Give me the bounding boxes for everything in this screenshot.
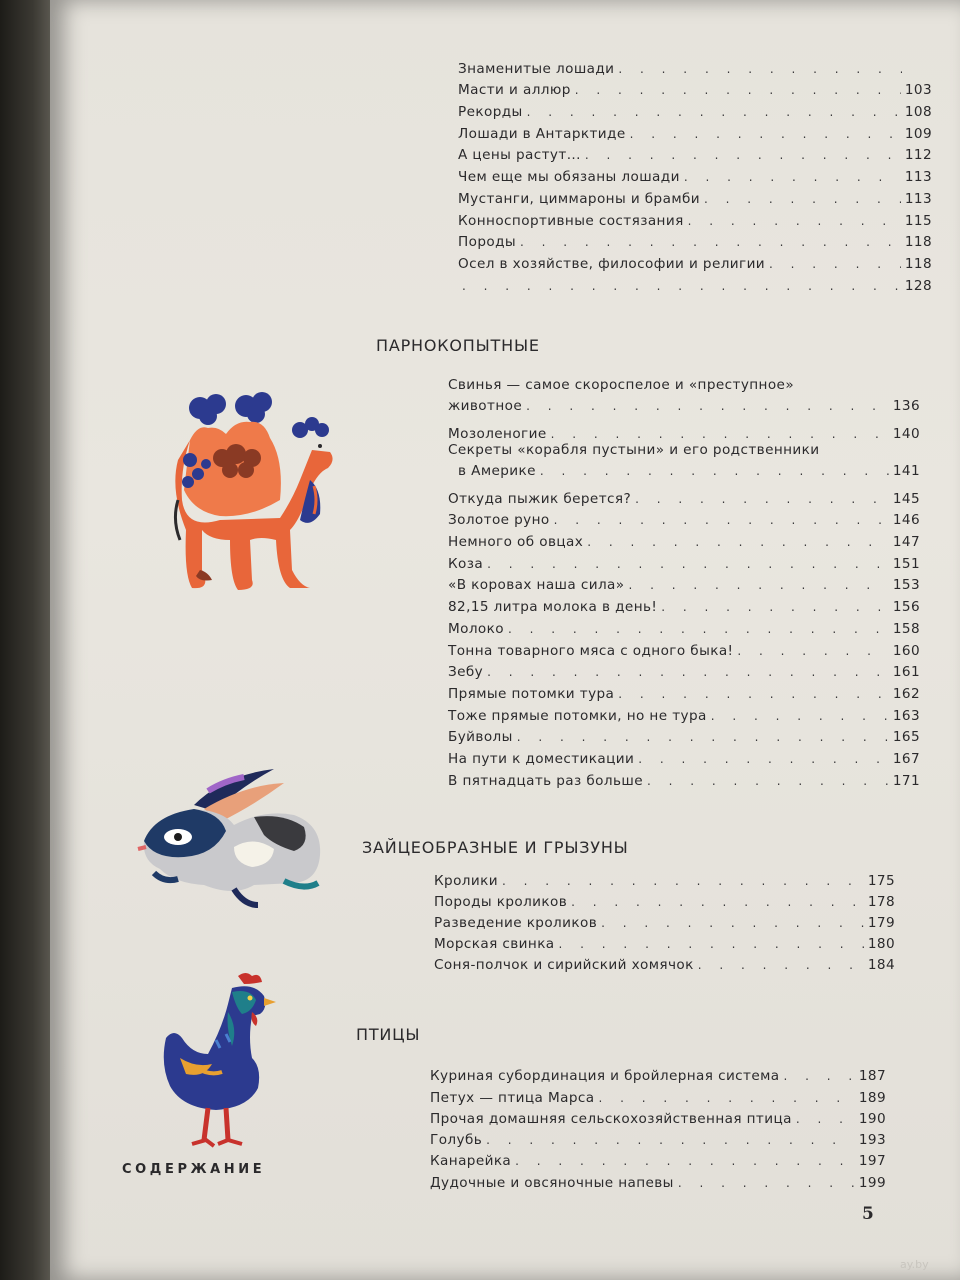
toc-entry — [458, 120, 932, 142]
dot-leader — [661, 602, 889, 612]
toc-entry-page: 136 — [892, 398, 920, 414]
dot-leader — [618, 689, 889, 699]
dot-leader — [647, 776, 889, 786]
toc-entry — [430, 1063, 886, 1084]
toc-entry-page: 160 — [892, 642, 920, 659]
toc-entry-page: 103 — [904, 82, 932, 99]
dot-leader — [704, 194, 901, 204]
toc-entry-title: Коза — [448, 555, 484, 572]
toc-entry-page: 158 — [892, 620, 920, 637]
toc-entry-title: А цены растут... — [458, 147, 581, 164]
dot-leader — [688, 216, 901, 226]
toc-entry-title: Тонна товарного мяса с одного быка! — [448, 642, 734, 659]
toc-entry-page: 162 — [892, 685, 920, 702]
rabbit-illustration — [134, 765, 329, 910]
dot-leader — [638, 754, 889, 764]
toc-entry — [458, 272, 932, 294]
dot-leader — [711, 711, 889, 721]
toc-entry-title: Молоко — [448, 620, 504, 637]
toc-horses-list — [458, 55, 932, 294]
toc-entry-title: Куриная субординация и бройлерная система — [430, 1068, 780, 1085]
toc-entry — [458, 185, 932, 207]
toc-entry — [448, 593, 920, 615]
dot-leader — [598, 1093, 854, 1103]
toc-entry — [448, 724, 920, 746]
toc-entry-page: 113 — [904, 169, 932, 186]
toc-entry-page: 197 — [858, 1153, 886, 1170]
toc-entry-page: 146 — [892, 512, 920, 529]
toc-entry-title: в Америке — [458, 463, 536, 479]
dot-leader — [698, 960, 864, 970]
dot-leader — [629, 580, 889, 590]
toc-entry-page: 184 — [867, 957, 895, 973]
section-heading-birds: ПТИЦЫ — [356, 1025, 421, 1044]
toc-entry-title: 82,15 литра молока в день! — [448, 599, 658, 616]
dot-leader — [630, 129, 901, 139]
toc-entry-page: 171 — [892, 772, 920, 789]
toc-entry-page: 145 — [892, 490, 920, 507]
toc-entry-title: Чем еще мы обязаны лошади — [458, 169, 680, 186]
toc-entry-title: «В коровах наша сила» — [448, 577, 625, 594]
toc-entry — [448, 702, 920, 724]
toc-entry — [448, 550, 920, 572]
toc-entry-title: Породы кроликов — [434, 894, 568, 910]
toc-entry — [448, 528, 920, 550]
toc-entry-page: 140 — [892, 426, 920, 442]
toc-entry — [448, 615, 920, 637]
toc-entry — [434, 889, 895, 910]
toc-entry — [434, 868, 895, 889]
toc-entry-page: 112 — [904, 147, 932, 164]
toc-entry-title: Мустанги, циммароны и брамби — [458, 190, 700, 207]
toc-entry-page: 118 — [904, 255, 932, 272]
toc-entry-title: Разведение кроликов — [434, 915, 598, 931]
dot-leader — [571, 897, 864, 907]
dot-leader — [585, 150, 901, 160]
toc-entry-page: 118 — [904, 234, 932, 251]
toc-entry-title: Рекорды — [458, 104, 523, 121]
toc-entry-title: Буйволы — [448, 729, 513, 746]
toc-entry — [458, 229, 932, 251]
toc-entry-title: Тоже прямые потомки, но не тура — [448, 707, 707, 724]
toc-entry-title: Немного об овцах — [448, 534, 584, 551]
toc-entry-title: животное — [448, 398, 523, 414]
toc-entry-title: Конноспортивные состязания — [458, 212, 684, 229]
dot-leader — [737, 646, 888, 656]
dot-leader — [526, 401, 889, 411]
dot-leader — [678, 1178, 855, 1188]
dot-leader — [502, 876, 864, 886]
toc-entry — [448, 442, 920, 485]
toc-entry — [458, 142, 932, 164]
camel-illustration — [160, 390, 345, 600]
page-number: 5 — [862, 1204, 874, 1224]
toc-lagomorphs-list — [434, 868, 895, 973]
toc-entry-title: Голубь — [430, 1132, 483, 1149]
dot-leader — [601, 918, 864, 928]
toc-entry — [448, 659, 920, 681]
toc-entry — [458, 77, 932, 99]
toc-entry-page: 189 — [858, 1089, 886, 1106]
toc-entry — [458, 250, 932, 272]
toc-entry-page: 108 — [904, 104, 932, 121]
toc-entry-page: 190 — [858, 1110, 886, 1127]
dot-leader — [554, 515, 889, 525]
dot-leader — [784, 1071, 855, 1081]
toc-entry-title: Знаменитые лошади — [458, 60, 615, 77]
section-heading-lagomorphs: ЗАЙЦЕОБРАЗНЫЕ И ГРЫЗУНЫ — [362, 838, 629, 857]
toc-entry-page: 156 — [892, 599, 920, 616]
toc-entry — [458, 207, 932, 229]
toc-entry-title: В пятнадцать раз больше — [448, 772, 643, 789]
dot-leader — [635, 494, 889, 504]
dot-leader — [487, 667, 889, 677]
toc-entry-title: Кролики — [434, 873, 498, 889]
toc-entry-title: Породы — [458, 234, 517, 251]
toc-entry-page: 193 — [858, 1132, 886, 1149]
toc-entry-page: 147 — [892, 534, 920, 551]
toc-entry — [434, 910, 895, 931]
toc-entry — [448, 637, 920, 659]
toc-entry-page: 109 — [904, 125, 932, 142]
toc-entry-title: Масти и аллюр — [458, 82, 571, 99]
toc-entry — [448, 420, 920, 442]
dot-leader — [517, 732, 889, 742]
toc-entry-page: 179 — [867, 915, 895, 931]
toc-entry-title: Соня-полчок и сирийский хомячок — [434, 957, 694, 973]
toc-entry — [434, 952, 895, 973]
toc-entry-title: Прочая домашняя сельскохозяйственная птица — [430, 1110, 792, 1127]
toc-entry-title: Лошади в Антарктиде — [458, 125, 626, 142]
dot-leader — [540, 466, 889, 476]
toc-entry-page: 161 — [892, 664, 920, 681]
toc-entry-title: Осел в хозяйстве, философии и религии — [458, 255, 766, 272]
dot-leader — [684, 172, 901, 182]
toc-entry-title: Мозоленогие — [448, 426, 547, 442]
toc-entry-page: 153 — [892, 577, 920, 594]
toc-entry-title: Зебу — [448, 664, 484, 681]
section-heading-artiodactyls: ПАРНОКОПЫТНЫЕ — [376, 336, 540, 355]
toc-entry-title: Свинья — самое скороспелое и «преступное» — [448, 377, 795, 393]
toc-entry-title: На пути к доместикации — [448, 750, 635, 767]
toc-entry — [448, 572, 920, 594]
toc-entry-page: 180 — [867, 936, 895, 952]
toc-artiodactyls-list — [448, 377, 920, 789]
toc-entry-title: Прямые потомки тура — [448, 685, 615, 702]
dot-leader — [769, 259, 901, 269]
dot-leader — [551, 429, 889, 439]
toc-entry-title: Дудочные и овсяночные напевы — [430, 1174, 674, 1191]
rooster-illustration — [156, 968, 281, 1153]
toc-entry-title: Петух — птица Марса — [430, 1089, 595, 1106]
toc-entry — [448, 507, 920, 529]
dot-leader — [559, 939, 864, 949]
toc-entry-page: 175 — [867, 873, 895, 889]
toc-entry-title: Откуда пыжик берется? — [448, 490, 632, 507]
toc-entry-page: 115 — [904, 212, 932, 229]
toc-entry-page: 199 — [858, 1174, 886, 1191]
toc-entry — [430, 1106, 886, 1127]
toc-entry-page: 187 — [858, 1068, 886, 1085]
toc-entry — [448, 485, 920, 507]
dot-leader — [618, 64, 902, 74]
dot-leader — [486, 1135, 855, 1145]
toc-entry — [430, 1084, 886, 1105]
toc-entry — [448, 377, 920, 420]
toc-entry-page: 141 — [892, 463, 920, 479]
toc-entry-title: Секреты «корабля пустыни» и его родственники — [448, 442, 820, 458]
dot-leader — [796, 1114, 855, 1124]
toc-entry-page: 165 — [892, 729, 920, 746]
toc-entry — [448, 680, 920, 702]
toc-entry — [448, 745, 920, 767]
watermark: ay.by — [900, 1258, 929, 1271]
toc-entry — [430, 1148, 886, 1169]
toc-entry — [434, 931, 895, 952]
dot-leader — [508, 624, 889, 634]
toc-entry-page: 163 — [892, 707, 920, 724]
toc-entry-page: 167 — [892, 750, 920, 767]
dot-leader — [487, 559, 889, 569]
toc-entry — [430, 1169, 886, 1190]
toc-entry-page: 113 — [904, 190, 932, 207]
dot-leader — [587, 537, 889, 547]
toc-entry — [458, 55, 932, 77]
toc-entry-title: Канарейка — [430, 1153, 512, 1170]
toc-entry — [430, 1127, 886, 1148]
contents-label: СОДЕРЖАНИЕ — [122, 1162, 266, 1177]
toc-entry — [458, 163, 932, 185]
toc-entry-page: 178 — [867, 894, 895, 910]
toc-birds-list — [430, 1063, 886, 1191]
dot-leader — [462, 281, 901, 291]
dot-leader — [527, 107, 901, 117]
toc-entry-page: 128 — [904, 277, 932, 294]
toc-entry-title: Морская свинка — [434, 936, 555, 952]
toc-entry — [448, 767, 920, 789]
toc-entry-title: Золотое руно — [448, 512, 550, 529]
toc-entry — [458, 98, 932, 120]
toc-entry-page: 151 — [892, 555, 920, 572]
dot-leader — [520, 237, 901, 247]
dot-leader — [575, 85, 901, 95]
dot-leader — [515, 1156, 855, 1166]
